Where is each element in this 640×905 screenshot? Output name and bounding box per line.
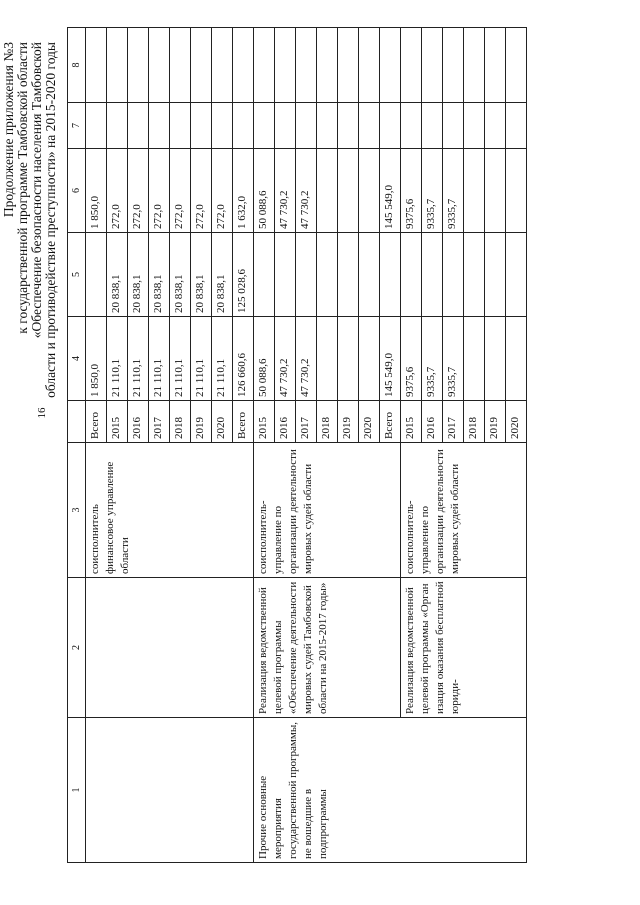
year-cell: 2017 [443,401,464,443]
total-cell: 21 110,1 [128,317,149,401]
table-row [254,28,275,863]
year-cell: 2015 [107,401,128,443]
heading-line-4: области и противодействие преступности» на 2015-2020 годы [43,42,58,398]
executor-judges: соисполнитель- управление по организации деятельности мировых судей области [254,443,401,578]
year-cell: 2016 [128,401,149,443]
legal-aid-program-name: Реализация ведомственной целевой программы «Организация оказания бесплатной юриди- [401,578,527,718]
colnum-8: 8 [68,28,86,103]
total-cell [464,317,485,401]
year-cell: 2018 [464,401,485,443]
cell-8 [170,28,191,103]
federal-cell: 20 838,1 [212,233,233,317]
cell-8 [107,28,128,103]
total-cell: 9335,7 [443,317,464,401]
total-cell: 47 730,2 [275,317,296,401]
cell-8 [86,28,107,103]
colnum-5: 5 [68,233,86,317]
regional-cell [338,149,359,233]
cell-8 [128,28,149,103]
colnum-1: 1 [68,718,86,863]
year-cell: 2017 [149,401,170,443]
colnum-4: 4 [68,317,86,401]
page-number: 16 [36,407,48,419]
program-table [67,27,527,863]
cell-7 [380,103,401,149]
total-cell [317,317,338,401]
regional-cell: 272,0 [149,149,170,233]
year-cell: 2018 [317,401,338,443]
cell-8 [191,28,212,103]
federal-cell [401,233,422,317]
federal-cell [338,233,359,317]
year-cell: 2020 [359,401,380,443]
regional-cell [506,149,527,233]
cell-8 [212,28,233,103]
regional-cell: 47 730,2 [275,149,296,233]
federal-cell [380,233,401,317]
federal-cell [296,233,317,317]
total-cell [506,317,527,401]
federal-cell [464,233,485,317]
other-activities-name: Прочие основные мероприятия государственной программы, не вошедшие в подпрограммы [254,718,527,863]
cell-7 [317,103,338,149]
document-heading [2,42,58,892]
year-cell: 2020 [506,401,527,443]
total-cell: 145 549,0 [380,317,401,401]
year-cell: 2015 [254,401,275,443]
cell-8 [380,28,401,103]
year-cell: 2019 [485,401,506,443]
executor-judges: соисполнитель- управление по организации деятельности мировых судей области [401,443,527,578]
federal-cell [443,233,464,317]
heading-line-1: Продолжение приложения №3 [1,42,16,218]
federal-cell [86,233,107,317]
column-number-row [68,28,86,863]
cell-7 [443,103,464,149]
regional-cell: 9335,7 [443,149,464,233]
cell-8 [359,28,380,103]
table-row [86,28,107,863]
federal-cell: 20 838,1 [191,233,212,317]
cell-8 [338,28,359,103]
federal-cell [359,233,380,317]
federal-cell: 125 028,6 [233,233,254,317]
cell-8 [233,28,254,103]
regional-cell [485,149,506,233]
cell-7 [107,103,128,149]
cell-7 [506,103,527,149]
federal-cell: 20 838,1 [128,233,149,317]
cell-7 [128,103,149,149]
colnum-2: 2 [68,578,86,718]
regional-cell [359,149,380,233]
year-cell: 2019 [191,401,212,443]
cell-8 [485,28,506,103]
year-cell: 2020 [212,401,233,443]
federal-cell: 20 838,1 [107,233,128,317]
cell-empty [86,718,254,863]
cell-7 [464,103,485,149]
total-cell: 9335,7 [422,317,443,401]
cell-7 [359,103,380,149]
cell-7 [485,103,506,149]
colnum-3: 3 [68,443,86,578]
year-cell: 2016 [275,401,296,443]
regional-cell: 1 850,0 [86,149,107,233]
total-cell [485,317,506,401]
total-cell: 1 850,0 [86,317,107,401]
regional-cell: 272,0 [191,149,212,233]
cell-8 [506,28,527,103]
federal-cell [254,233,275,317]
total-cell: 21 110,1 [212,317,233,401]
year-cell: 2016 [422,401,443,443]
year-cell: 2018 [170,401,191,443]
year-cell: 2017 [296,401,317,443]
regional-cell: 1 632,0 [233,149,254,233]
cell-empty [86,578,254,718]
regional-cell: 272,0 [128,149,149,233]
federal-cell [275,233,296,317]
rotated-page [2,12,622,892]
federal-cell [506,233,527,317]
cell-7 [422,103,443,149]
regional-cell [464,149,485,233]
cell-7 [149,103,170,149]
regional-cell: 50 088,6 [254,149,275,233]
regional-cell: 145 549,0 [380,149,401,233]
total-cell: 9375,6 [401,317,422,401]
year-cell: 2015 [401,401,422,443]
total-cell: 21 110,1 [149,317,170,401]
total-cell: 50 088,6 [254,317,275,401]
federal-cell [317,233,338,317]
total-cell: 126 660,6 [233,317,254,401]
cell-8 [296,28,317,103]
year-cell: 2019 [338,401,359,443]
regional-cell: 272,0 [107,149,128,233]
cell-7 [401,103,422,149]
cell-8 [254,28,275,103]
cell-7 [275,103,296,149]
heading-line-2: к государственной программе Тамбовской области [15,42,30,334]
cell-8 [317,28,338,103]
regional-cell: 272,0 [170,149,191,233]
cell-8 [275,28,296,103]
regional-cell: 9335,7 [422,149,443,233]
judges-program-name: Реализация ведомственной целевой программы «Обеспечение деятельности мировых судей Тамбовской области на 2015-2017 годы» [254,578,401,718]
cell-7 [212,103,233,149]
cell-7 [338,103,359,149]
year-cell: Всего [233,401,254,443]
regional-cell: 9375,6 [401,149,422,233]
federal-cell [422,233,443,317]
federal-cell: 20 838,1 [170,233,191,317]
year-cell: Всего [86,401,107,443]
cell-8 [401,28,422,103]
colnum-7: 7 [68,103,86,149]
colnum-6: 6 [68,149,86,233]
cell-7 [254,103,275,149]
executor-finance: соисполнитель финансовое управление области [86,443,254,578]
cell-8 [149,28,170,103]
total-cell: 21 110,1 [170,317,191,401]
regional-cell: 47 730,2 [296,149,317,233]
year-cell: Всего [380,401,401,443]
federal-cell: 20 838,1 [149,233,170,317]
total-cell: 47 730,2 [296,317,317,401]
total-cell: 21 110,1 [191,317,212,401]
total-cell: 21 110,1 [107,317,128,401]
cell-7 [86,103,107,149]
cell-8 [443,28,464,103]
heading-line-3: «Обеспечение безопасности населения Тамбовской [29,42,44,339]
cell-7 [296,103,317,149]
colnum-year [68,401,86,443]
regional-cell [317,149,338,233]
cell-7 [170,103,191,149]
total-cell [359,317,380,401]
cell-8 [422,28,443,103]
cell-7 [233,103,254,149]
federal-cell [485,233,506,317]
cell-7 [191,103,212,149]
regional-cell: 272,0 [212,149,233,233]
total-cell [338,317,359,401]
cell-8 [464,28,485,103]
